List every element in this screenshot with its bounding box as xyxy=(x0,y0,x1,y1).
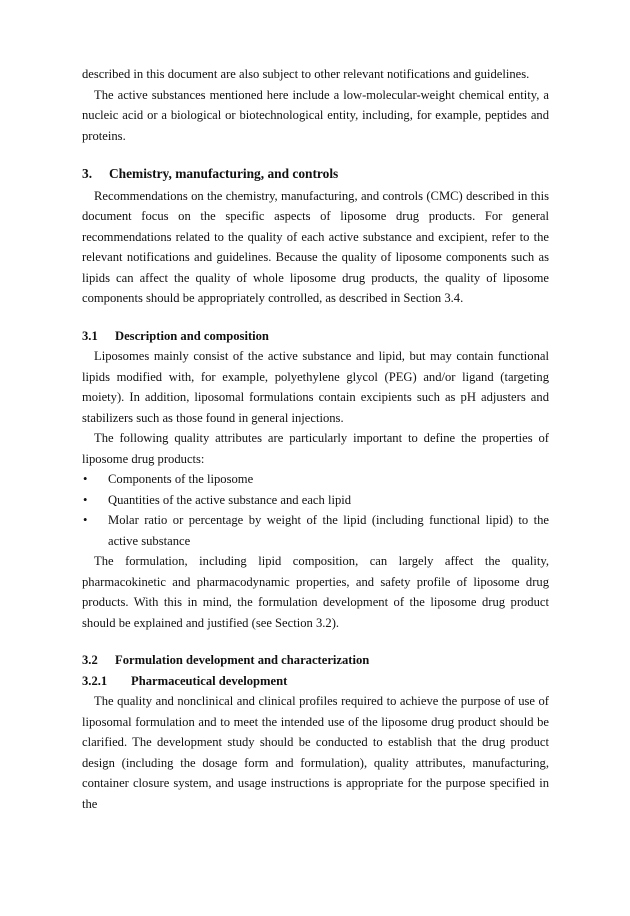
section-3-number: 3. xyxy=(82,166,93,181)
section-3-1-paragraph-3: The formulation, including lipid composition, can largely affect the quality, pharmacokinetic and pharmacodynamic properties, and safety profile of liposome drug products. With this in mind, the formulation development of the liposome drug product should be explained and justified (see Section 3.2). xyxy=(82,554,549,630)
quality-attributes-list xyxy=(82,469,549,551)
section-3-1-number: 3.1 xyxy=(82,328,98,343)
bullet-icon: • xyxy=(83,472,88,486)
section-3-2-number: 3.2 xyxy=(82,653,98,667)
section-3-1-heading xyxy=(82,326,549,347)
section-3-2-1-heading xyxy=(82,671,549,692)
section-3-2-1-body: The quality and nonclinical and clinical profiles required to achieve the purpose of use of liposomal formulation and to meet the intended use of the liposome drug product should be clarified. The development study should be conducted to establish that the drug product design (including the dosage form and formulation), quality attributes, manufacturing, container closure system, and usage instructions is appropriate for the purpose specified in the xyxy=(82,694,549,811)
section-3-1-paragraph-2: The following quality attributes are particularly important to define the properties of liposome drug products: xyxy=(82,431,549,466)
section-3-title: Chemistry, manufacturing, and controls xyxy=(109,166,339,181)
list-item-text: Components of the liposome xyxy=(108,472,254,486)
list-item xyxy=(82,510,549,551)
bullet-icon: • xyxy=(83,492,88,507)
bullet-icon: • xyxy=(83,513,88,527)
list-item-text: Quantities of the active substance and each lipid xyxy=(108,492,352,507)
section-3-body: Recommendations on the chemistry, manufacturing, and controls (CMC) described in this document focus on the specific aspects of liposome drug products. For general recommendations related to the quality of each active substance and excipient, refer to the relevant notifications and guidelines. Because the quality of liposome components such as lipids can affect the quality of whole liposome drug products, the quality of liposome components should be appropriately controlled, as described in Section 3.4. xyxy=(82,188,549,305)
list-item xyxy=(82,469,549,490)
section-3-heading xyxy=(82,164,549,185)
section-3-2-title: Formulation development and characterization xyxy=(115,653,370,667)
list-item xyxy=(82,490,549,511)
paragraph-continuation: described in this document are also subject to other relevant notifications and guidelines. xyxy=(82,67,530,81)
paragraph-active-substances: The active substances mentioned here include a low-molecular-weight chemical entity, a nucleic acid or a biological or biotechnological entity, including, for example, peptides and proteins. xyxy=(82,87,549,143)
section-3-1-title: Description and composition xyxy=(115,328,269,343)
section-3-2-1-number: 3.2.1 xyxy=(82,673,108,688)
section-3-2-1-title: Pharmaceutical development xyxy=(131,673,288,688)
list-item-text: Molar ratio or percentage by weight of the lipid (including functional lipid) to the active substance xyxy=(108,513,549,548)
section-3-1-paragraph-1: Liposomes mainly consist of the active substance and lipid, but may contain functional lipids modified with, for example, polyethylene glycol (PEG) and/or ligand (targeting moiety). In addition, liposomal formulations contain excipients such as pH adjusters and stabilizers such as those found in general injections. xyxy=(82,349,549,425)
section-3-2-heading xyxy=(82,650,549,671)
text-column xyxy=(82,64,549,814)
